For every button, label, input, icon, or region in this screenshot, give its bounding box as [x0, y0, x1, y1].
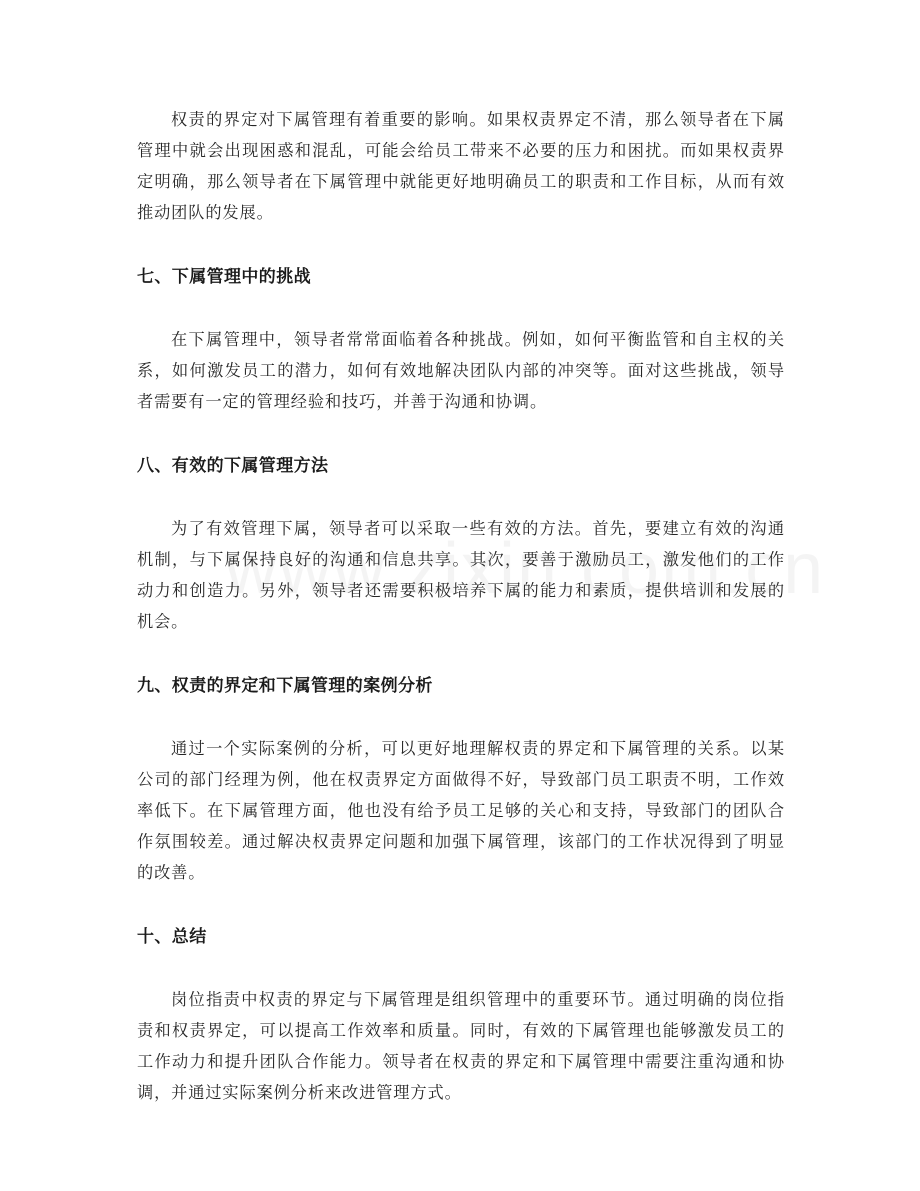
section-paragraph-9: 通过一个实际案例的分析，可以更好地理解权责的界定和下属管理的关系。以某公司的部门经理为例，他在权责界定方面做得不好，导致部门员工职责不明，工作效率低下。在下属管理方面，他也没有给予员工足够的关心和支持，导致部门的团队合作氛围较差。通过解决权责界定问题和加强下属管理，该部门的工作状况得到了明显的改善。 [137, 739, 785, 882]
section-heading-8: 八、有效的下属管理方法 [137, 456, 329, 476]
section-paragraph-10: 岗位指责中权责的界定与下属管理是组织管理中的重要环节。通过明确的岗位指责和权责界定，可以提高工作效率和质量。同时，有效的下属管理也能够激发员工的工作动力和提升团队合作能力。领导者在权责的界定和下属管理中需要注重沟通和协调，并通过实际案例分析来改进管理方式。 [137, 990, 785, 1102]
intro-paragraph: 权责的界定对下属管理有着重要的影响。如果权责界定不清，那么领导者在下属管理中就会出现困惑和混乱，可能会给员工带来不必要的压力和困扰。而如果权责界定明确，那么领导者在下属管理中就能更好地明确员工的职责和工作目标，从而有效推动团队的发展。 [137, 110, 785, 222]
section-heading-9: 九、权责的界定和下属管理的案例分析 [137, 676, 433, 696]
section-heading-7: 七、下属管理中的挑战 [137, 267, 311, 287]
section-paragraph-7: 在下属管理中，领导者常常面临着各种挑战。例如，如何平衡监管和自主权的关系，如何激发员工的潜力，如何有效地解决团队内部的冲突等。面对这些挑战，领导者需要有一定的管理经验和技巧，并善于沟通和协调。 [137, 330, 785, 411]
section-heading-10: 十、总结 [137, 927, 207, 947]
document-body [137, 104, 785, 1108]
section-paragraph-8: 为了有效管理下属，领导者可以采取一些有效的方法。首先，要建立有效的沟通机制，与下属保持良好的沟通和信息共享。其次，要善于激励员工，激发他们的工作动力和创造力。另外，领导者还需要积极培养下属的能力和素质，提供培训和发展的机会。 [137, 519, 785, 631]
